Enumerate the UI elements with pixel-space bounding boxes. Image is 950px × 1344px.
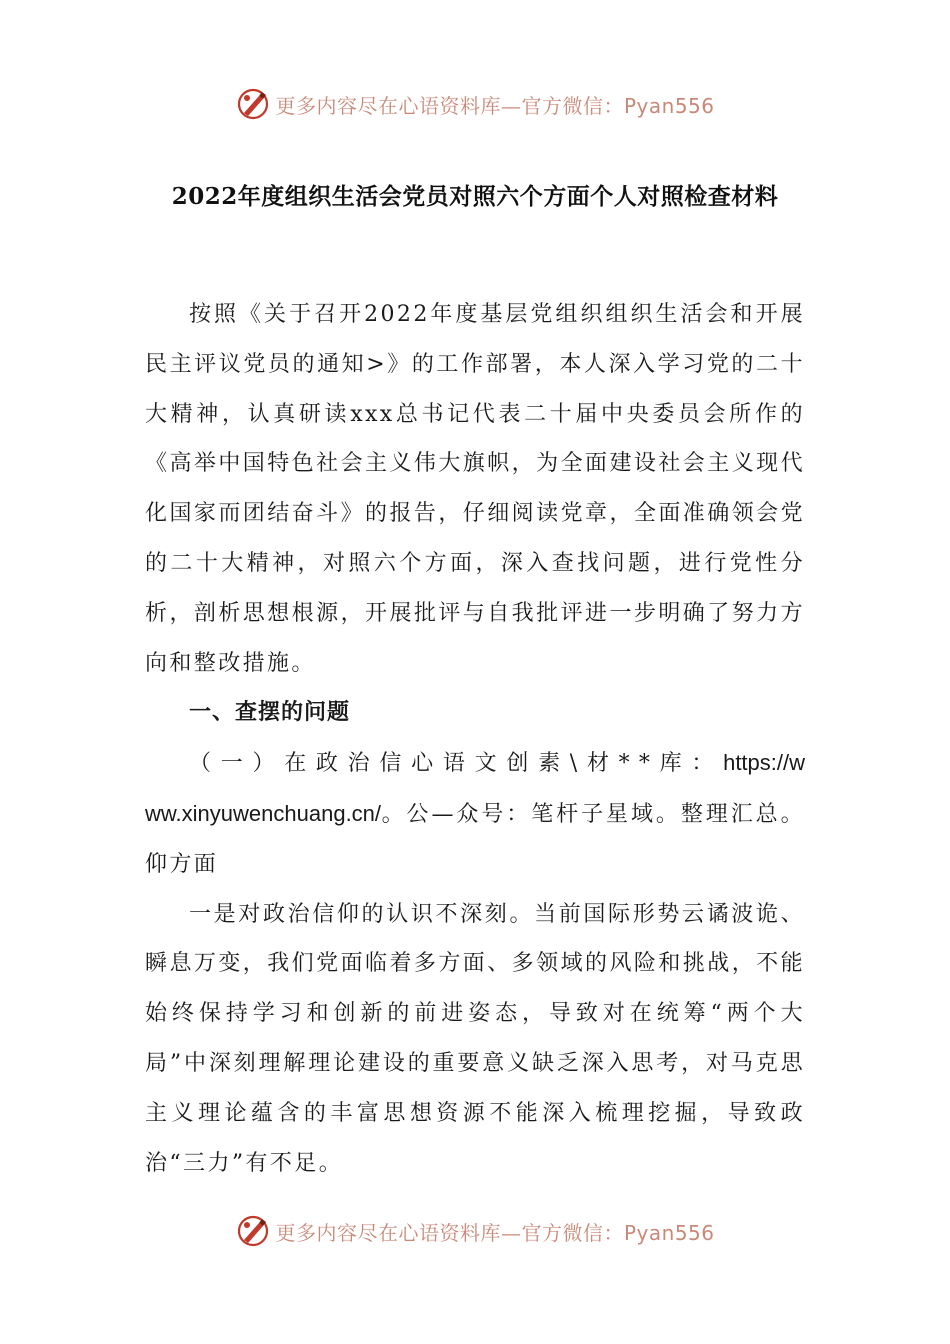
subsection-paragraph [145, 738, 805, 889]
watermark-text [275, 90, 714, 119]
watermark-wechat-id: Pyan556 [623, 1220, 715, 1245]
watermark-text [275, 1217, 714, 1246]
watermark-banner-top [0, 84, 950, 124]
subsection-url: https://www.xinyuwenchuang.cn/ [145, 750, 805, 826]
document-title: 2022年度组织生活会党员对照六个方面个人对照检查材料 [171, 183, 779, 210]
point-one-paragraph: 一是对政治信仰的认识不深刻。当前国际形势云谲波诡、瞬息万变，我们党面临着多方面、多领域的风险和挑战，不能始终保持学习和创新的前进姿态，导致对在统筹“两个大局”中深刻理解理论建设的重要意义缺乏深入思考，对马克思主义理论蕴含的丰富思想资源不能深入梳理挖掘，导致政治“三力”有不足。 [145, 901, 805, 1176]
intro-paragraph: 按照《关于召开2022年度基层党组织组织生活会和开展民主评议党员的通知>》的工作部署，本人深入学习党的二十大精神，认真研读xxx总书记代表二十届中央委员会所作的《高举中国特色社会主义伟大旗帜，为全面建设社会主义现代化国家而团结奋斗》的报告，仔细阅读党章，全面准确领会党的二十大精神，对照六个方面，深入查找问题，进行党性分析，剖析思想根源，开展批评与自我批评进一步明确了努力方向和整改措施。 [145, 302, 805, 676]
pen-nib-logo-icon [235, 86, 271, 122]
subsection-prefix: （一）在政治信心语文创素\材**库： [189, 751, 724, 777]
watermark-wechat-id: Pyan556 [623, 93, 715, 118]
watermark-label: 更多内容尽在心语资料库—官方微信： [275, 1220, 624, 1245]
subsection-suffix: 。公—众号：笔杆子星域。整理汇总。仰方面 [145, 801, 805, 877]
section-heading: 一、查摆的问题 [189, 699, 351, 726]
document-body [145, 290, 805, 1188]
watermark-banner-bottom [0, 1211, 950, 1251]
watermark-label: 更多内容尽在心语资料库—官方微信： [275, 93, 624, 118]
pen-nib-logo-icon [235, 1213, 271, 1249]
